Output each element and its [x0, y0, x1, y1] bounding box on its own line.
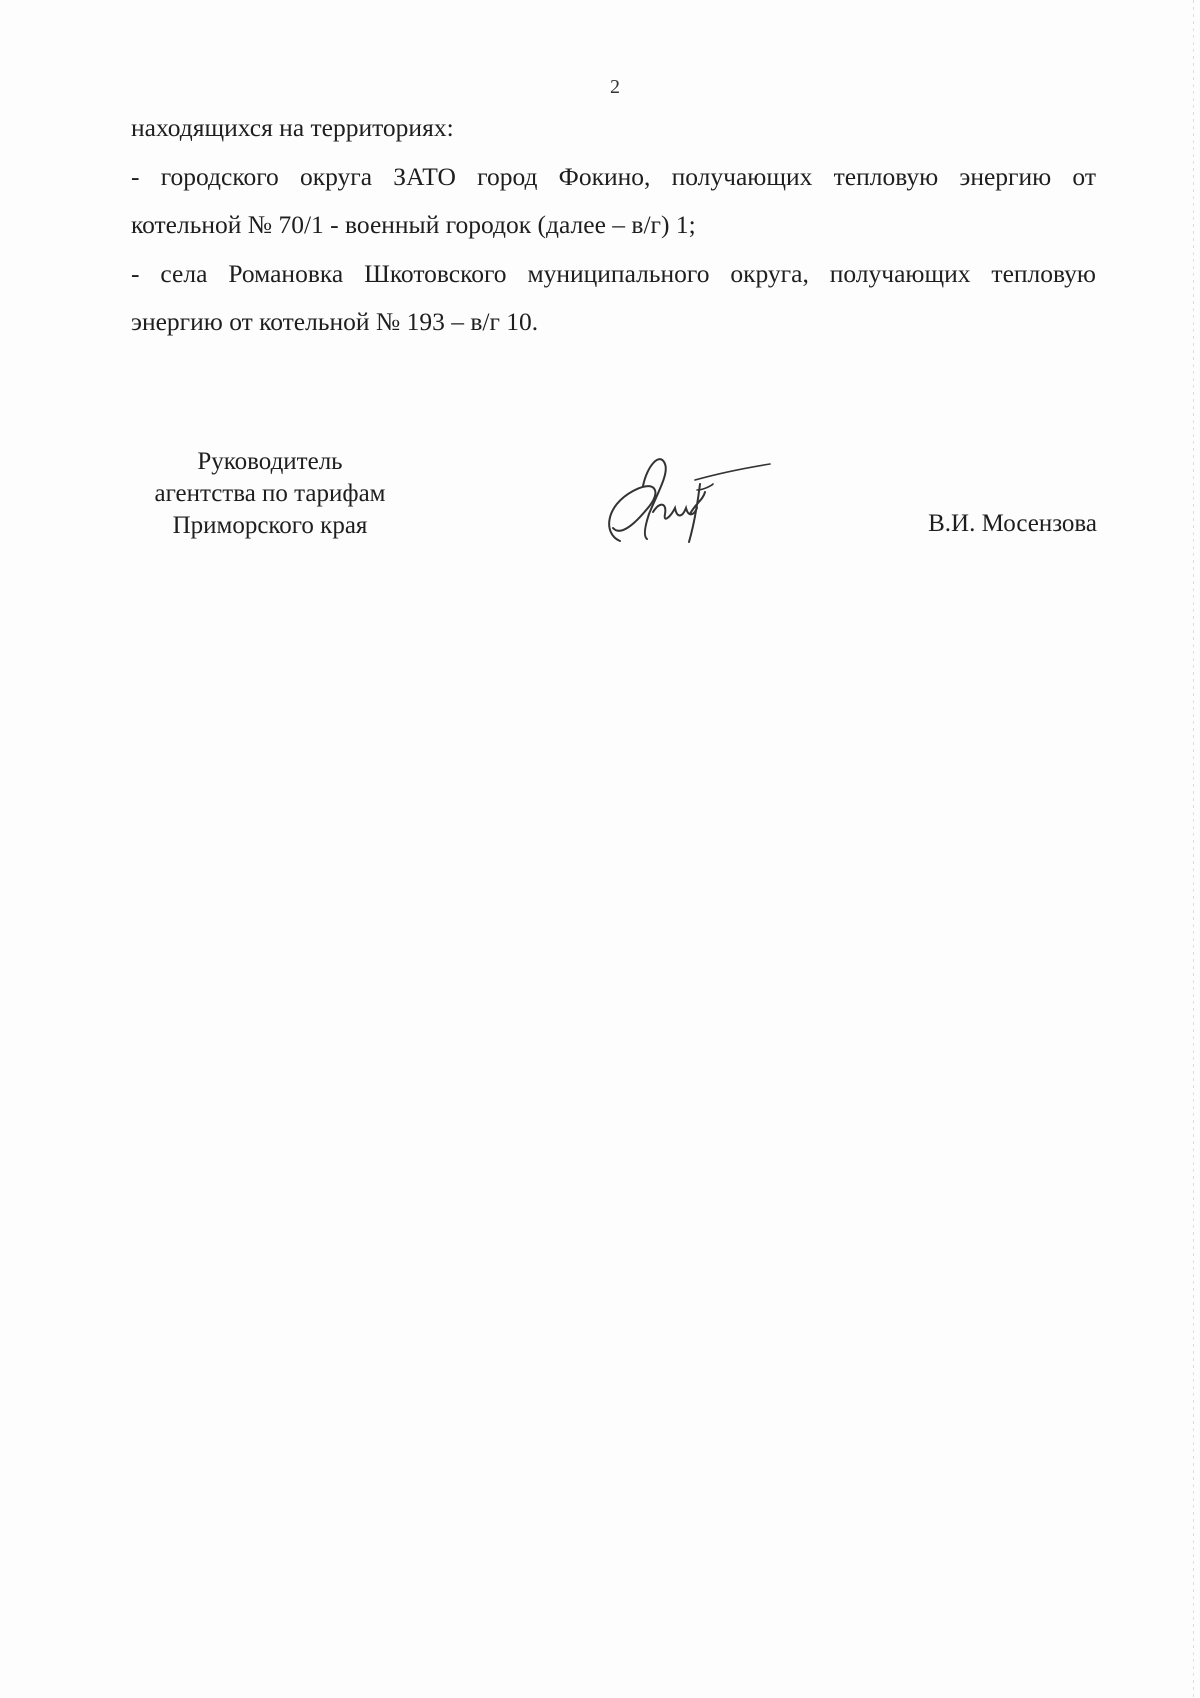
- signature-block: [0, 446, 1200, 586]
- signer-position-line: агентства по тарифам: [154, 480, 386, 507]
- body-line: - села Романовка Шкотовского муниципального округа, получающих тепловую: [131, 258, 1096, 288]
- scan-edge-line: [1193, 0, 1194, 1698]
- body-line: котельной № 70/1 - военный городок (далее – в/г) 1;: [131, 210, 696, 239]
- signer-name: В.И. Мосензова: [928, 510, 1097, 537]
- body-line: находящихся на территориях:: [131, 113, 454, 142]
- signer-position: [110, 446, 430, 542]
- signer-position-line: Руководитель: [197, 448, 343, 475]
- body-line: энергию от котельной № 193 – в/г 10.: [131, 307, 539, 336]
- signer-position-line: Приморского края: [172, 512, 368, 539]
- document-body: [131, 104, 1096, 347]
- handwritten-signature: [585, 446, 775, 566]
- page-number: 2: [610, 76, 620, 98]
- body-line: - городского округа ЗАТО город Фокино, получающих тепловую энергию от: [131, 161, 1096, 191]
